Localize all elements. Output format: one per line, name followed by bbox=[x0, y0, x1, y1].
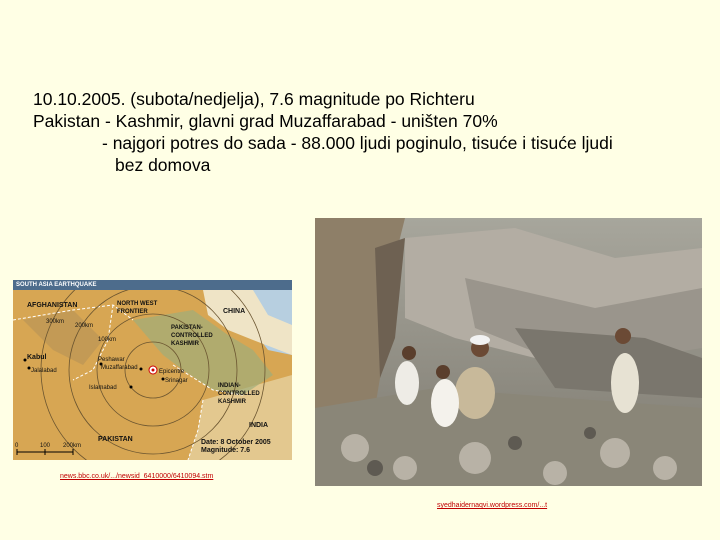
map-date: Date: 8 October 2005 bbox=[201, 439, 271, 446]
scale-zero: 0 bbox=[15, 443, 19, 449]
label-nwfp: NORTH WEST FRONTIER bbox=[117, 301, 158, 315]
label-muzaffarabad: Muzaffarabad bbox=[101, 365, 138, 371]
label-afghanistan: AFGHANISTAN bbox=[27, 302, 78, 309]
scale-end: 200km bbox=[63, 443, 82, 449]
label-india: INDIA bbox=[249, 422, 269, 429]
label-peshawar: Peshawar bbox=[98, 357, 125, 363]
label-pakistan: PAKISTAN bbox=[98, 436, 133, 443]
map-header: SOUTH ASIA EARTHQUAKE bbox=[13, 280, 292, 290]
text-line-1: 10.10.2005. (subota/nedjelja), 7.6 magnitude po Richteru bbox=[33, 89, 475, 109]
label-100km: 100km bbox=[98, 337, 117, 343]
label-epicentre: Epicentre bbox=[159, 369, 185, 375]
earthquake-map bbox=[13, 280, 292, 460]
label-islamabad: Islamabad bbox=[89, 385, 117, 391]
label-200km: 200km bbox=[75, 323, 94, 329]
label-srinagar: Srinagar bbox=[165, 378, 188, 384]
photo-source-link[interactable]: syedhaidernaqvi.wordpress.com/...t bbox=[437, 502, 548, 509]
label-300km: 300km bbox=[46, 319, 65, 325]
label-jalalabad: Jalalabad bbox=[31, 368, 57, 374]
label-pak-kashmir: PAKISTAN- CONTROLLED KASHMIR bbox=[171, 325, 213, 347]
map-source-link[interactable]: news.bbc.co.uk/.../newsid_6410000/6410094.stm bbox=[60, 473, 214, 480]
text-line-2: Pakistan - Kashmir, glavni grad Muzaffarabad - uništen 70% bbox=[33, 111, 498, 131]
scale-mid: 100 bbox=[40, 443, 51, 449]
text-line-4: bez domova bbox=[115, 155, 211, 175]
label-china: CHINA bbox=[223, 308, 246, 315]
slide-text bbox=[33, 88, 693, 176]
label-indian-kashmir: INDIAN- CONTROLLED KASHMIR bbox=[218, 383, 260, 405]
text-line-3: - najgori potres do sada - 88.000 ljudi poginulo, tisuće i tisuće ljudi bbox=[102, 133, 613, 153]
label-kabul: Kabul bbox=[27, 354, 47, 361]
map-info bbox=[201, 439, 271, 455]
map-magnitude: Magnitude: 7.6 bbox=[201, 447, 251, 454]
rubble-photo-graphic bbox=[315, 218, 702, 486]
earthquake-photo bbox=[315, 218, 702, 486]
